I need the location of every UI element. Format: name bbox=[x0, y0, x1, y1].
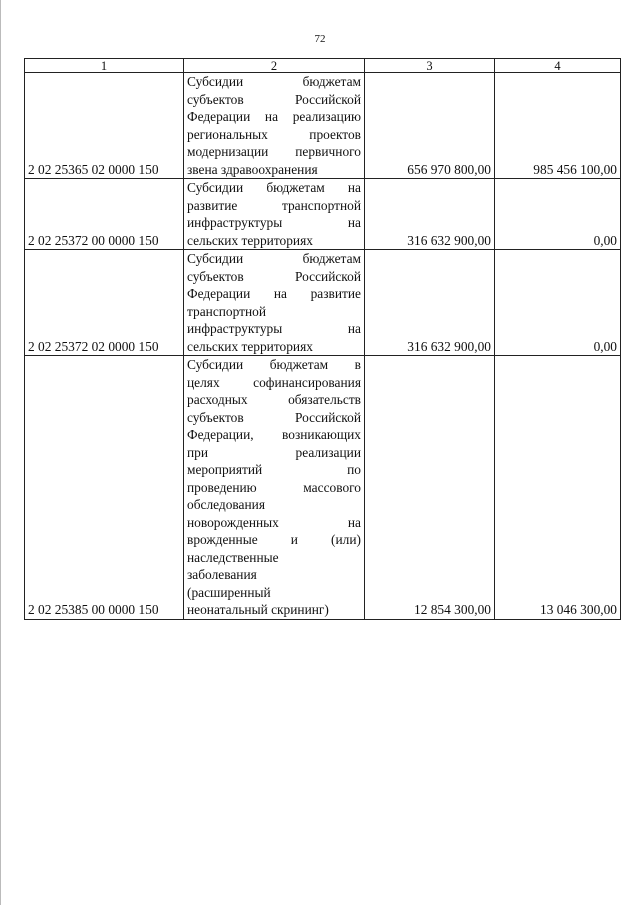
header-col-4: 4 bbox=[495, 59, 621, 73]
row-name-cell bbox=[184, 250, 365, 356]
table-row bbox=[25, 179, 621, 250]
budget-table bbox=[24, 58, 621, 620]
row-code-cell: 2 02 25385 00 0000 150 bbox=[25, 356, 184, 620]
row-name-line: неонатальный скрининг) bbox=[187, 602, 329, 617]
table-header-row bbox=[25, 59, 621, 73]
row-name-line: инфраструктуры на bbox=[187, 215, 361, 230]
row-name-line: при реализации bbox=[187, 444, 361, 460]
row-name-line: Субсидии бюджетам в bbox=[187, 357, 361, 372]
table-row bbox=[25, 73, 621, 179]
table-row bbox=[25, 250, 621, 356]
row-name-line: сельских территориях bbox=[187, 338, 313, 354]
row-name-cell bbox=[184, 356, 365, 620]
header-col-1: 1 bbox=[25, 59, 184, 73]
row-name-line: транспортной bbox=[187, 303, 267, 319]
row-name-line: врожденные и (или) bbox=[187, 532, 361, 547]
row-name-line: Федерации, возникающих bbox=[187, 427, 361, 442]
row-amount-col4: 0,00 bbox=[495, 179, 621, 250]
page-number: 72 bbox=[314, 33, 326, 45]
row-name-line: Федерации на реализацию bbox=[187, 109, 361, 124]
page-edge-line bbox=[0, 0, 1, 905]
row-name-line: мероприятий по bbox=[187, 462, 361, 477]
row-name-line: Федерации на развитие bbox=[187, 286, 361, 301]
header-col-3: 3 bbox=[365, 59, 495, 73]
row-code-cell: 2 02 25372 00 0000 150 bbox=[25, 179, 184, 250]
row-name-line: Субсидии бюджетам на bbox=[187, 180, 361, 195]
row-name-line: целях софинансирования bbox=[187, 374, 361, 390]
row-name-cell bbox=[184, 73, 365, 179]
row-amount-col3: 12 854 300,00 bbox=[365, 356, 495, 620]
row-name-line: Субсидии бюджетам bbox=[187, 74, 361, 89]
row-amount-col3: 656 970 800,00 bbox=[365, 73, 495, 179]
row-name-line: звена здравоохранения bbox=[187, 161, 318, 177]
row-name-line: заболевания bbox=[187, 567, 257, 582]
row-amount-col4: 13 046 300,00 bbox=[495, 356, 621, 620]
row-name-line: (расширенный bbox=[187, 584, 271, 600]
row-amount-col3: 316 632 900,00 bbox=[365, 250, 495, 356]
header-col-2: 2 bbox=[184, 59, 365, 73]
row-name-line: проведению массового bbox=[187, 479, 361, 495]
row-name-line: новорожденных на bbox=[187, 514, 361, 530]
row-name-line: наследственные bbox=[187, 549, 279, 565]
row-name-line: субъектов Российской bbox=[187, 268, 361, 284]
row-name-line: развитие транспортной bbox=[187, 197, 361, 213]
row-name-line: региональных проектов bbox=[187, 126, 361, 142]
row-name-line: сельских территориях bbox=[187, 232, 313, 248]
row-name-cell bbox=[184, 179, 365, 250]
row-amount-col4: 0,00 bbox=[495, 250, 621, 356]
row-amount-col3: 316 632 900,00 bbox=[365, 179, 495, 250]
row-code-cell: 2 02 25372 02 0000 150 bbox=[25, 250, 184, 356]
row-name-line: обследования bbox=[187, 497, 265, 512]
row-name-line: Субсидии бюджетам bbox=[187, 251, 361, 266]
row-name-line: инфраструктуры на bbox=[187, 321, 361, 336]
row-code-cell: 2 02 25365 02 0000 150 bbox=[25, 73, 184, 179]
row-name-line: субъектов Российской bbox=[187, 91, 361, 107]
row-name-line: расходных обязательств bbox=[187, 392, 361, 407]
row-name-line: модернизации первичного bbox=[187, 144, 361, 159]
row-name-line: субъектов Российской bbox=[187, 409, 361, 425]
table-row bbox=[25, 356, 621, 620]
row-amount-col4: 985 456 100,00 bbox=[495, 73, 621, 179]
